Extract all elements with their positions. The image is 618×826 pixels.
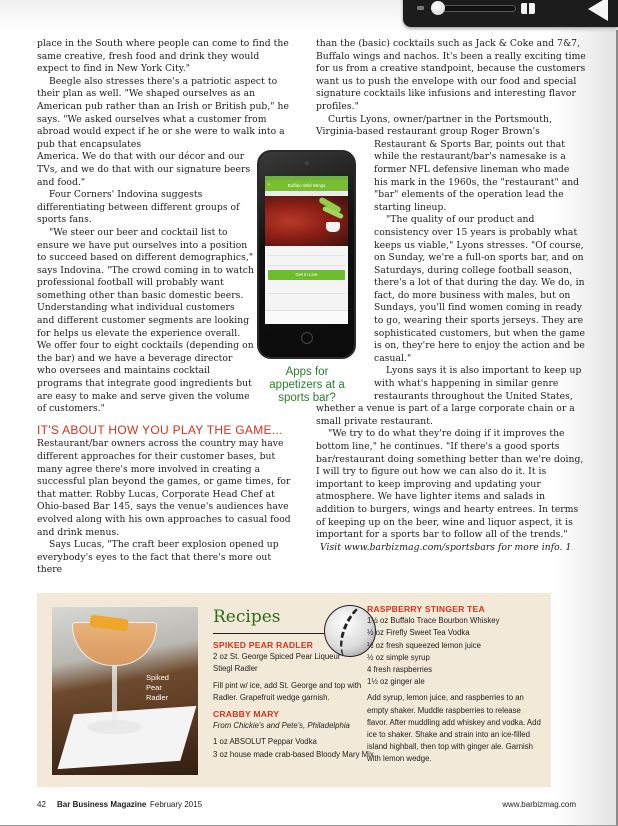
text-wrap-around-phone [374, 139, 586, 403]
photo-caption [146, 673, 172, 703]
recipes-title: Recipes [213, 607, 281, 627]
paragraph: Curtis Lyons, owner/partner in the Portsmouth, Virginia-based restaurant group Roger Brown's [316, 113, 552, 138]
paragraph: than the (basic) cocktails such as Jack & Coke and 7&7, Buffalo wings and nachos. It's been a really exciting time for us from a creative standpoint, because the customers want us to push the envelope with our food and special signature cocktails like infusions and interesting flavor profiles." [316, 38, 586, 112]
phone-caption: Apps for appetizers at a sports bar? [269, 366, 345, 404]
slider-min-icon [417, 6, 424, 10]
visit-link-line[interactable]: Visit www.barbizmag.com/sportsbars for more info. 1 [320, 541, 572, 553]
paragraph: Four Corners' Indovina suggests differentiating between different groups of sports fans. [37, 189, 240, 226]
ingredient: 1½ oz Buffalo Trace Bourbon Whiskey [367, 616, 500, 626]
phone-image [257, 150, 356, 359]
page-number: 42 [37, 800, 46, 809]
recipe-instructions: Add syrup, lemon juice, and raspberries to an empty shaker. Muddle raspberries to release flavor. After muddling add whiskey and vodka. Add ice to shaker. Shake and strain into an ice-filled island highball, then top with ginger ale. Garnish with lemon wedge. [367, 693, 541, 764]
glass-foot-shape [87, 720, 142, 734]
glass-stem-shape [112, 665, 117, 725]
article-left-column [37, 38, 293, 577]
phone-screen [265, 176, 348, 324]
ingredient: 2 oz St. George Spiced Pear Liqueur [213, 652, 341, 662]
napkin-shape [58, 706, 197, 769]
ingredient: ½ oz fresh squeezed lemon juice [367, 640, 481, 650]
recipe-instructions: Fill pint w/ ice, add St. George and top with Radler. Grapefruit wedge garnish. [213, 680, 362, 702]
media-toolbar [403, 0, 618, 27]
paragraph: "The quality of our product and consistency over 15 years is probably what keeps us viable," Lyons stresses. "Of course, on Sunday, we're a full-on sports bar, and on Saturdays, during college football season, there's a lot of that during the day. We do, in fact, do more business with males, but on Sundays, you'll find women coming in ready to go, wearing their sports jerseys. They are sophisticated customers, but when the game is on, they're here to enjoy the action and be casual." [374, 214, 586, 364]
recipe-name: CRABBY MARY [213, 709, 280, 720]
paragraph: "We try to do what they're doing if it improves the bottom line," he continues. "If there's a good sports bar/restaurant doing something better than we're doing, I will try to figure out how we can also do it. It is important to keep improving and updating your atmosphere. We have lighter items and salads in addition to burgers, wings and hearty entrees. In terms of keeping up on the beer, wine and liquor aspect, it is important for a sports bar to follow all of the trends." [316, 428, 584, 541]
ingredient: 1½ oz ginger ale [367, 677, 425, 687]
app-nav-bar [265, 180, 348, 191]
issue-date: February 2015 [150, 800, 203, 809]
home-button [301, 332, 313, 344]
photo-caption-text: Spiked Pear Radler [146, 673, 169, 702]
paragraph: Restaurant/bar owners across the country may have different approaches for their customer bases, but many agree there's more involved in creating a successful plan beyond the games, or game times, for that matter. Robby Lucas, Corporate Head Chef at Ohio-based Bar 145, says the venue's audiences have evolved along with his own approaches to casual food and drink menus. [37, 438, 291, 538]
paragraph: America. We do that with our décor and our TVs, and we do that with our signature beers and food." [37, 151, 251, 188]
cocktail-photo [52, 607, 198, 775]
recipes-box [37, 593, 551, 787]
ingredient: ½ oz Firefly Sweet Tea Vodka [367, 628, 470, 638]
ingredient: 4 fresh raspberries [367, 665, 433, 675]
recipe-source: From Chickie's and Pete's, Philadelphia [213, 721, 350, 731]
recipes-middle-column [213, 639, 375, 761]
paragraph: Beegle also stresses there's a patriotic aspect to their plan as well. "We shaped ourselves as an American pub rather than an Irish or British pub," he says. "We asked ourselves what a customer from abroad would expect if he or she were to walk into a pub that encapsulates [37, 75, 290, 150]
text-wrap-around-phone [37, 151, 254, 415]
section-heading: IT'S ABOUT HOW YOU PLAY THE GAME... [37, 422, 283, 437]
wings-photo [265, 196, 348, 246]
article-right-column [316, 38, 586, 554]
info-row [268, 246, 345, 256]
back-chevron-icon: ‹ [268, 182, 270, 188]
recipes-right-column [367, 603, 542, 766]
app-title: Buffalo Wild Wings [287, 183, 326, 188]
info-row [268, 256, 345, 266]
dip-cup-shape [326, 222, 340, 232]
ingredient: Stiegl Radler [213, 664, 258, 674]
paragraph: place in the South where people can come to find the same creative, fresh food and drink they would expect to find in New York City." [37, 38, 289, 75]
app-tab-bar [265, 310, 348, 324]
paragraph: whether a venue is part of a large corporate chain or a small private restaurant. [316, 403, 575, 427]
paragraph: Restaurant & Sports Bar, points out that while the restaurant/bar's namesake is a former NFL defensive lineman who made his mark in the 1960s, the "restaurant" and "bar" elements of the operation lead the starting lineup. [374, 138, 580, 213]
page-slider-thumb[interactable] [431, 1, 445, 15]
recipe-name: RASPBERRY STINGER TEA [367, 604, 485, 614]
info-row [268, 284, 345, 294]
get-in-line-button: Get In Line [268, 270, 345, 280]
ingredient: 1 oz ABSOLUT Peppar Vodka [213, 737, 317, 747]
magazine-name: Bar Business Magazine [57, 800, 147, 809]
paragraph: Lyons says it is also important to keep up with what's happening in similar genre restaurants throughout the United States, [374, 365, 582, 402]
phone-camera [305, 161, 309, 165]
paragraph: Says Lucas, "The craft beer explosion opened up everybody's eyes to the fact that there's more out there [37, 539, 279, 576]
recipe-name: SPIKED PEAR RADLER [213, 640, 314, 650]
pause-icon[interactable] [521, 3, 535, 14]
ingredient: 3 oz house made crab-based Bloody Mary Mix [213, 749, 374, 759]
website-url[interactable]: www.barbizmag.com [502, 800, 576, 809]
ingredient: ½ oz simple syrup [367, 652, 430, 662]
paragraph: "We steer our beer and cocktail list to ensure we have put ourselves into a position to succeed based on different demographics," says Indovina. "The crowd coming in to watch professional football will probably want something other than basic domestic beers. Understanding what individual customers and different customer segments are looking for helps us elevate the experience overall. We offer four to eight cocktails (depending on the bar) and we have a beverage director who oversees and maintains cocktail programs that integrate good ingredients but are easy to make and serve given the volume of customers." [37, 226, 254, 415]
back-arrow-icon[interactable] [588, 0, 608, 21]
